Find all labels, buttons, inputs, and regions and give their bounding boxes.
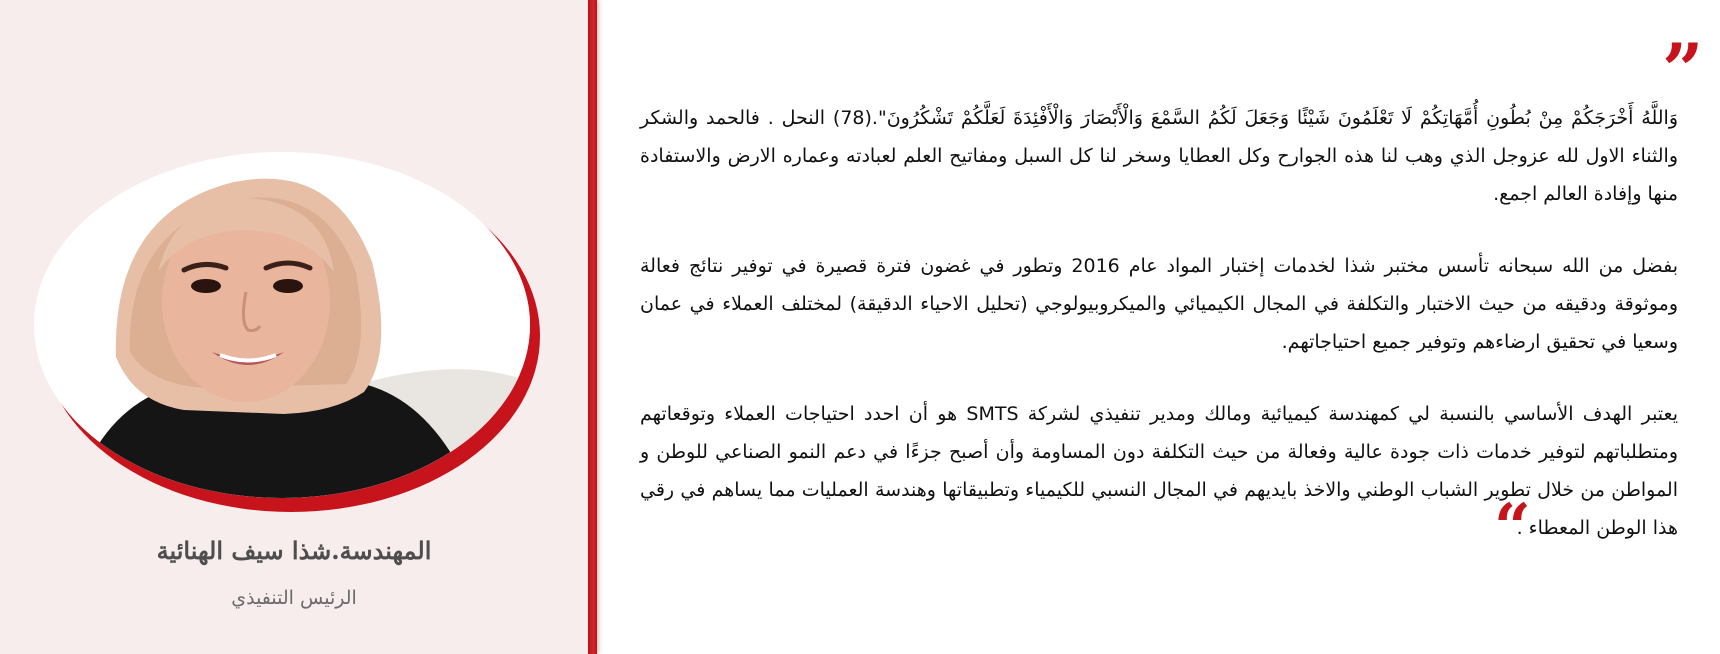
message-paragraph-3: يعتبر الهدف الأساسي بالنسبة لي كمهندسة كيميائية ومالك ومدير تنفيذي لشركة SMTS هو أن احدد احتياجات العملاء وتوقعاتهم ومتطلباتهم لتوفير خدمات ذات جودة عالية وفعالة من حيث التكلفة دون المساومة وأن أصبح جزءًا في دعم النمو الصناعي للوطن و المواطن من خلال تطوير الشباب الوطني والاخذ بايديهم في المجال النسبي للكيمياء وتطبيقاتها وهندسة العمليات مما يساهم في رقي هذا الوطن المعطاء .: [640, 403, 1678, 539]
message-paragraph-2: بفضل من الله سبحانه تأسس مختبر شذا لخدمات إختبار المواد عام 2016 وتطور في غضون فترة قصيرة في توفير نتائج فعالة وموثوقة ودقيقه من حيث الاختبار والتكلفة في المجال الكيميائي والميكروبيولوجي (تحليل الاحياء الدقيقة) لمختلف العملاء في عمان وسعيا في تحقيق ارضاءهم وتوفير جميع احتياجاتهم.: [640, 255, 1678, 353]
opening-quote-mark: ”: [1662, 27, 1704, 112]
profile-photo-frame: [34, 152, 542, 514]
profile-photo: [34, 152, 530, 498]
person-title: الرئيس التنفيذي: [231, 587, 357, 609]
person-name: المهندسة.شذا سيف الهنائية: [156, 536, 432, 565]
vertical-divider: [588, 0, 597, 654]
closing-quote-mark: “: [1494, 490, 1531, 565]
message-paragraph-1: وَاللَّهُ أَخْرَجَكُمْ مِنْ بُطُونِ أُمَّهَاتِكُمْ لَا تَعْلَمُونَ شَيْئًا وَجَعَلَ لَكُمُ السَّمْعَ وَالْأَبْصَارَ وَالْأَفْئِدَةَ لَعَلَّكُمْ تَشْكُرُونَ".(78) النحل . فالحمد والشكر والثناء الاول لله عزوجل الذي وهب لنا هذه الجوارح وكل العطايا وسخر لنا كل السبل ومفاتيح العلم لعبادته وعماره الارض والاستفادة منها وإفادة العالم اجمع.: [640, 107, 1679, 205]
portrait-illustration: [34, 152, 530, 498]
